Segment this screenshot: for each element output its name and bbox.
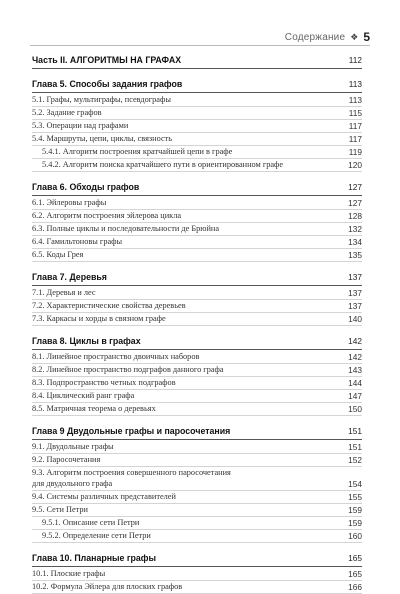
toc-section-entry[interactable] [32,478,362,491]
toc-entry-title: 9.2. Паросочетания [32,455,101,464]
toc-entry-title: 7.2. Характеристические свойства деревьев [32,301,186,310]
toc-section-entry[interactable] [32,403,362,416]
toc-entry-title: 5.4. Маршруты, цепи, циклы, связность [32,134,173,143]
toc-entry-page: 143 [348,365,362,375]
toc-section-entry[interactable] [32,491,362,504]
toc-entry-page: 128 [348,211,362,221]
toc-section-entry[interactable] [32,249,362,262]
toc-entry-page: 134 [348,237,362,247]
toc-entry-title: Глава 7. Деревья [32,272,107,282]
toc-entry-title: 7.3. Каркасы и хорды в связном графе [32,314,166,323]
toc-subsection-entry[interactable] [32,517,362,530]
toc-chapter-heading[interactable] [32,269,362,286]
toc-entry-page: 113 [348,95,362,105]
toc-entry-title: Глава 6. Обходы графов [32,182,140,192]
toc-section-entry[interactable] [32,454,362,467]
toc-entry-title: 5.4.2. Алгоритм поиска кратчайшего пути в ориентированном графе [42,160,284,169]
toc-subsection-entry[interactable] [32,146,362,159]
toc-chapter-heading[interactable] [32,179,362,196]
toc-entry-title: 5.4.1. Алгоритм построения кратчайшей цепи в графе [42,147,233,156]
toc-entry-title: 8.3. Подпространство четных подграфов [32,378,176,387]
toc-entry-title: Глава 9 Двудольные графы и паросочетания [32,426,231,436]
toc-chapter-heading[interactable] [32,52,362,69]
toc-chapter-heading[interactable] [32,423,362,440]
toc-entry-page: 132 [348,224,362,234]
toc-section-entry[interactable] [32,287,362,300]
toc-entry-page: 165 [348,553,362,563]
toc-entry-page: 142 [348,352,362,362]
toc-entry-page: 127 [348,198,362,208]
toc-entry-title: 8.1. Линейное пространство двоичных наборов [32,352,200,361]
toc-entry-page: 151 [348,426,362,436]
toc-chapter-block [32,423,362,543]
toc-entry-page: 142 [348,336,362,346]
toc-section-entry[interactable] [32,313,362,326]
toc-entry-title: 9.5.2. Определение сети Петри [42,531,151,540]
toc-entry-page: 140 [348,314,362,324]
toc-entry-title: 10.1. Плоские графы [32,569,106,578]
toc-entry-page: 119 [348,147,362,157]
toc-entry-page: 135 [348,250,362,260]
toc-entry-title: 7.1. Деревья и лес [32,288,96,297]
toc-entry-page: 137 [348,301,362,311]
toc-entry-page: 151 [348,442,362,452]
toc-chapter-block [32,179,362,262]
toc-chapter-block [32,550,362,594]
toc-entry-title: 10.2. Формула Эйлера для плоских графов [32,582,183,591]
toc-section-entry[interactable] [32,364,362,377]
toc-entry-page: 159 [348,505,362,515]
toc-entry-page: 154 [348,479,362,489]
toc-section-entry[interactable] [32,210,362,223]
toc-entry-title: 9.5. Сети Петри [32,505,88,514]
toc-section-entry[interactable] [32,377,362,390]
toc-entry-title: 9.1. Двудольные графы [32,442,114,451]
toc-section-entry[interactable] [32,568,362,581]
toc-section-entry[interactable] [32,390,362,403]
toc-section-entry[interactable] [32,351,362,364]
toc-entry-page: 137 [348,272,362,282]
toc-entry-title: 6.2. Алгоритм построения эйлерова цикла [32,211,182,220]
running-head [285,30,370,44]
ornament-icon: ❖ [350,31,359,42]
toc-entry-page: 147 [348,391,362,401]
toc-entry-title: 8.5. Матричная теорема о деревьях [32,404,156,413]
toc-section-entry[interactable] [32,581,362,594]
toc-section-entry[interactable] [32,107,362,120]
toc-entry-page: 137 [348,288,362,298]
toc-entry-page: 152 [348,455,362,465]
toc-entry-title: для двудольного графа [32,479,113,488]
toc-entry-page: 165 [348,569,362,579]
toc-section-entry[interactable] [32,467,362,478]
toc-entry-page: 117 [348,121,362,131]
table-of-contents [32,52,362,594]
toc-entry-title: 6.3. Полные циклы и последовательности де Брюйна [32,224,220,233]
toc-entry-title: 6.4. Гамильтоновы графы [32,237,123,246]
toc-entry-page: 127 [348,182,362,192]
toc-chapter-block [32,52,362,69]
toc-entry-title: 8.2. Линейное пространство подграфов данного графа [32,365,224,374]
toc-entry-title: 9.3. Алгоритм построения совершенного паросочетания [32,468,231,477]
toc-entry-title: 6.5. Коды Грея [32,250,84,259]
toc-section-entry[interactable] [32,236,362,249]
toc-entry-page: 155 [348,492,362,502]
header-divider [30,45,370,46]
toc-entry-page: 113 [348,79,362,89]
toc-entry-page: 160 [348,531,362,541]
toc-chapter-heading[interactable] [32,333,362,350]
toc-chapter-block [32,76,362,172]
toc-entry-page: 112 [348,55,362,65]
toc-entry-title: Часть II. АЛГОРИТМЫ НА ГРАФАХ [32,55,182,65]
toc-subsection-entry[interactable] [32,530,362,543]
toc-chapter-heading[interactable] [32,76,362,93]
toc-chapter-heading[interactable] [32,550,362,567]
toc-section-entry[interactable] [32,94,362,107]
toc-section-entry[interactable] [32,133,362,146]
toc-chapter-block [32,333,362,416]
toc-entry-title: Глава 10. Планарные графы [32,553,157,563]
toc-entry-page: 117 [348,134,362,144]
toc-entry-page: 144 [348,378,362,388]
toc-entry-title: 5.2. Задание графов [32,108,102,117]
toc-entry-page: 115 [348,108,362,118]
running-head-title: Содержание [284,31,346,43]
toc-entry-page: 120 [348,160,362,170]
toc-entry-title: 5.3. Операции над графами [32,121,129,130]
toc-section-entry[interactable] [32,120,362,133]
toc-chapter-block [32,269,362,326]
page-number: 5 [363,30,370,44]
toc-entry-page: 150 [348,404,362,414]
toc-section-entry[interactable] [32,504,362,517]
toc-entry-title: 9.4. Системы различных представителей [32,492,176,501]
toc-entry-title: 5.1. Графы, мультиграфы, псевдографы [32,95,171,104]
toc-entry-title: 6.1. Эйлеровы графы [32,198,107,207]
toc-entry-title: Глава 5. Способы задания графов [32,79,183,89]
toc-entry-page: 166 [348,582,362,592]
toc-section-entry[interactable] [32,197,362,210]
toc-section-entry[interactable] [32,441,362,454]
toc-entry-title: 9.5.1. Описание сети Петри [42,518,140,527]
toc-section-entry[interactable] [32,300,362,313]
toc-entry-title: Глава 8. Циклы в графах [32,336,141,346]
toc-entry-page: 159 [348,518,362,528]
toc-section-entry[interactable] [32,223,362,236]
toc-entry-title: 8.4. Циклический ранг графа [32,391,135,400]
toc-subsection-entry[interactable] [32,159,362,172]
